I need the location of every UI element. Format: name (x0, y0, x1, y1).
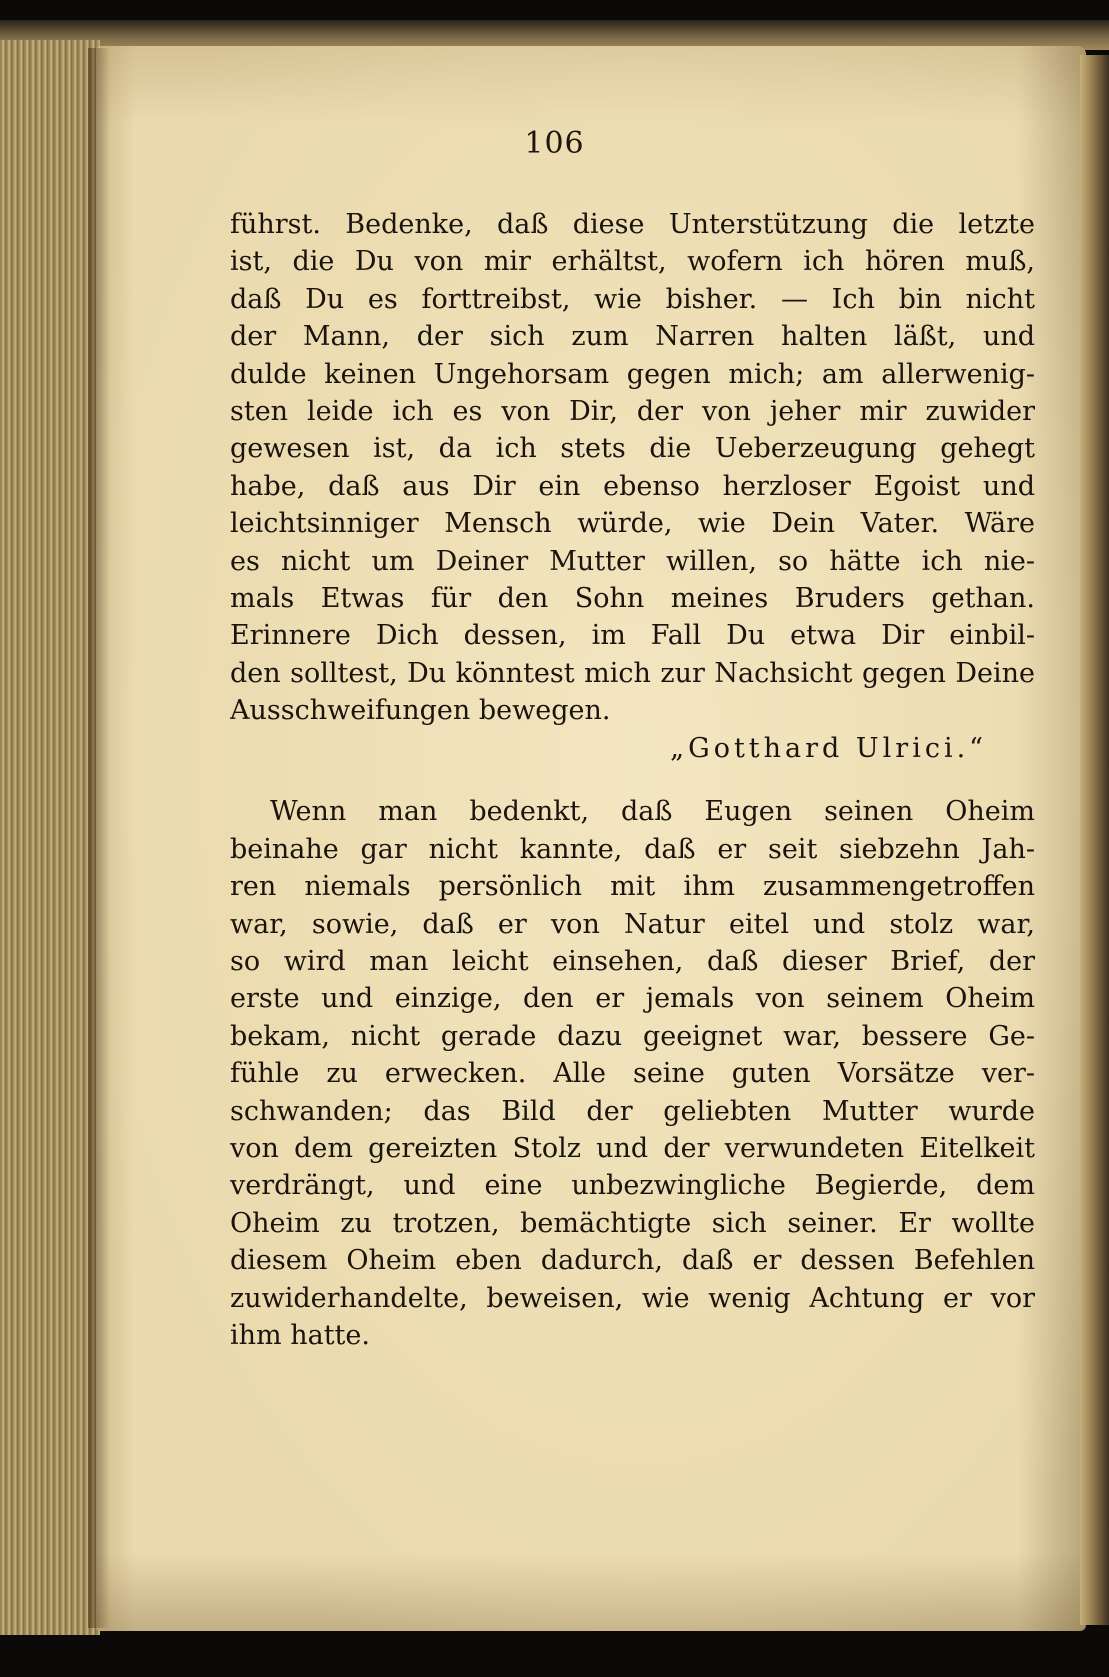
text-line: dulde keinen Ungehorsam gegen mich; am allerwenig- (230, 358, 1035, 390)
book-page-stack (0, 40, 100, 1635)
text-line: Ausschweifungen bewegen. (230, 695, 611, 727)
text-line: habe, daß aus Dir ein ebenso herzloser Egoist und (230, 470, 1035, 502)
letter-paragraph (230, 206, 1035, 729)
text-line: von dem gereizten Stolz und der verwundeten Eitelkeit (230, 1132, 1035, 1164)
narrative-paragraph (230, 793, 1035, 1354)
text-line: leichtsinniger Mensch würde, wie Dein Vater. Wäre (230, 508, 1035, 540)
text-line: beinahe gar nicht kannte, daß er seit siebzehn Jah- (230, 833, 1035, 865)
letter-signature: „Gotthard Ulrici.“ (670, 733, 987, 765)
text-line: schwanden; das Bild der geliebten Mutter wurde (230, 1095, 1035, 1127)
spine-shadow (88, 48, 110, 1628)
text-line: fühle zu erwecken. Alle seine guten Vorsätze ver- (230, 1058, 1035, 1090)
text-line: so wird man leicht einsehen, daß dieser Brief, der (230, 946, 1035, 978)
page-number: 106 (524, 126, 585, 161)
text-block (230, 206, 1035, 1354)
text-line: gewesen ist, da ich stets die Ueberzeugung gehegt (230, 433, 1035, 465)
text-line: sten leide ich es von Dir, der von jeher mir zuwider (230, 395, 1035, 427)
text-line: ihm hatte. (230, 1319, 370, 1351)
text-line: ist, die Du von mir erhältst, wofern ich hören muß, (230, 246, 1035, 278)
text-line: den solltest, Du könntest mich zur Nachsicht gegen Deine (230, 657, 1035, 689)
text-line: Wenn man bedenkt, daß Eugen seinen Oheim (270, 796, 1035, 828)
text-line: daß Du es forttreibst, wie bisher. — Ich bin nicht (230, 283, 1035, 315)
text-line: erste und einzige, den er jemals von seinem Oheim (230, 983, 1035, 1015)
text-line: ren niemals persönlich mit ihm zusammengetroffen (230, 871, 1035, 903)
text-line: bekam, nicht gerade dazu geeignet war, bessere Ge- (230, 1020, 1035, 1052)
book-right-edge (1080, 55, 1109, 1625)
text-line: zuwiderhandelte, beweisen, wie wenig Achtung er vor (230, 1282, 1035, 1314)
text-line: mals Etwas für den Sohn meines Bruders gethan. (230, 582, 1035, 614)
text-line: diesem Oheim eben dadurch, daß er dessen Befehlen (230, 1245, 1035, 1277)
text-line: es nicht um Deiner Mutter willen, so hätte ich nie- (230, 545, 1035, 577)
text-line: war, sowie, daß er von Natur eitel und stolz war, (230, 908, 1035, 940)
text-line: Erinnere Dich dessen, im Fall Du etwa Dir einbil- (230, 620, 1035, 652)
text-line: der Mann, der sich zum Narren halten läßt, und (230, 321, 1035, 353)
text-line: führst. Bedenke, daß diese Unterstützung die letzte (230, 209, 1035, 240)
text-line: verdrängt, und eine unbezwingliche Begierde, dem (230, 1170, 1035, 1202)
text-line: Oheim zu trotzen, bemächtigte sich seiner. Er wollte (230, 1207, 1035, 1239)
